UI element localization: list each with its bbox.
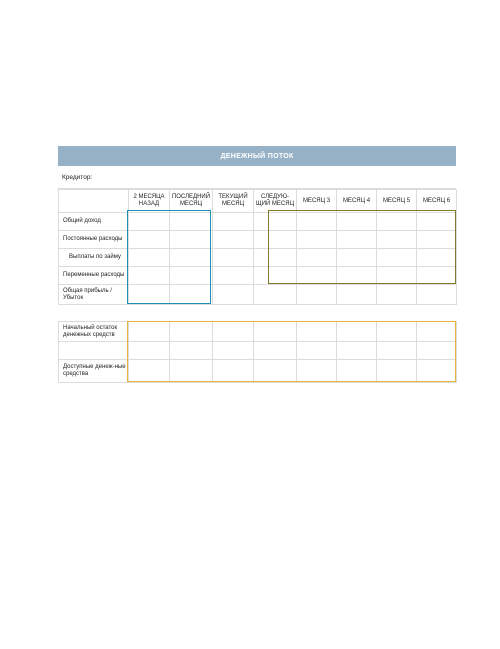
table-cell[interactable] [129, 231, 170, 249]
table-cell[interactable] [297, 285, 337, 305]
table-cell[interactable] [337, 322, 377, 342]
cash-flow-table [58, 189, 457, 383]
table-cell[interactable] [170, 249, 213, 267]
table-cell[interactable] [129, 342, 170, 360]
table-cell[interactable] [377, 285, 417, 305]
row-label-variable-expenses: Переменные расходы [59, 267, 129, 285]
table-cell[interactable] [170, 342, 213, 360]
table-cell[interactable] [337, 213, 377, 231]
table-row [59, 360, 457, 383]
row-label-fixed-expenses: Постоянные расходы [59, 231, 129, 249]
lender-label: Кредитор: [62, 173, 93, 181]
spacer-row [59, 305, 457, 322]
col-header: МЕСЯЦ 5 [377, 190, 417, 213]
table-cell[interactable] [129, 285, 170, 305]
table-cell[interactable] [417, 249, 457, 267]
table-cell[interactable] [213, 342, 254, 360]
table-cell[interactable] [129, 322, 170, 342]
col-header: 2 МЕСЯЦА НАЗАД [129, 190, 170, 213]
row-label-total-income: Общий доход [59, 213, 129, 231]
table-row [59, 249, 457, 267]
table-cell[interactable] [297, 213, 337, 231]
table-cell[interactable] [213, 285, 254, 305]
lender-field[interactable] [58, 166, 456, 189]
table-cell[interactable] [297, 342, 337, 360]
table-cell[interactable] [417, 267, 457, 285]
spacer-cell [59, 305, 129, 322]
table-cell[interactable] [377, 342, 417, 360]
table-row [59, 285, 457, 305]
table-cell[interactable] [297, 231, 337, 249]
header-corner [59, 190, 129, 213]
table-cell[interactable] [377, 231, 417, 249]
table-row [59, 322, 457, 342]
table-cell[interactable] [297, 322, 337, 342]
table-cell[interactable] [337, 285, 377, 305]
spacer-cell [213, 305, 254, 322]
table-cell[interactable] [337, 342, 377, 360]
col-header: ТЕКУЩИЙ МЕСЯЦ [213, 190, 254, 213]
cash-flow-sheet [58, 146, 456, 383]
table-cell[interactable] [170, 360, 213, 383]
table-cell[interactable] [254, 213, 297, 231]
table-cell[interactable] [297, 249, 337, 267]
table-cell[interactable] [254, 231, 297, 249]
table-cell[interactable] [170, 231, 213, 249]
table-cell[interactable] [417, 342, 457, 360]
row-label-opening-balance: Начальный остаток денежных средств [59, 322, 129, 342]
table-cell[interactable] [417, 213, 457, 231]
table-cell[interactable] [337, 231, 377, 249]
table-cell[interactable] [170, 322, 213, 342]
header-row [59, 190, 457, 213]
col-header: МЕСЯЦ 6 [417, 190, 457, 213]
table-cell[interactable] [417, 231, 457, 249]
table-cell[interactable] [297, 267, 337, 285]
table-cell[interactable] [170, 267, 213, 285]
col-header: МЕСЯЦ 4 [337, 190, 377, 213]
spacer-cell [297, 305, 337, 322]
table-cell[interactable] [417, 322, 457, 342]
row-label-available-cash: Доступные денеж-ные средства [59, 360, 129, 383]
row-label-loan-payments: Выплаты по займу [59, 249, 129, 267]
table-cell[interactable] [337, 267, 377, 285]
table-cell[interactable] [213, 322, 254, 342]
table-row [59, 213, 457, 231]
col-header: МЕСЯЦ 3 [297, 190, 337, 213]
sheet-title: ДЕНЕЖНЫЙ ПОТОК [58, 146, 456, 166]
table-cell[interactable] [377, 360, 417, 383]
table-cell[interactable] [297, 360, 337, 383]
col-header: СЛЕДУЮ-ЩИЙ МЕСЯЦ [254, 190, 297, 213]
table-cell[interactable] [254, 360, 297, 383]
spacer-cell [129, 305, 170, 322]
spacer-cell [337, 305, 377, 322]
table-cell[interactable] [213, 213, 254, 231]
table-cell[interactable] [213, 231, 254, 249]
table-cell[interactable] [213, 360, 254, 383]
table-cell[interactable] [254, 322, 297, 342]
table-row [59, 231, 457, 249]
table-cell[interactable] [129, 267, 170, 285]
table-cell[interactable] [377, 322, 417, 342]
table-cell[interactable] [377, 213, 417, 231]
table-cell[interactable] [213, 249, 254, 267]
table-cell[interactable] [377, 249, 417, 267]
table-cell[interactable] [377, 267, 417, 285]
table-cell[interactable] [213, 267, 254, 285]
table-cell[interactable] [417, 360, 457, 383]
spacer-cell [254, 305, 297, 322]
table-cell[interactable] [254, 249, 297, 267]
table-cell[interactable] [254, 342, 297, 360]
spacer-cell [377, 305, 417, 322]
table-row [59, 342, 457, 360]
table-cell[interactable] [337, 249, 377, 267]
spacer-cell [170, 305, 213, 322]
row-label-profit-loss: Общая прибыль / Убыток [59, 285, 129, 305]
row-label-blank [59, 342, 129, 360]
spacer-cell [417, 305, 457, 322]
table-cell[interactable] [417, 285, 457, 305]
table-row [59, 267, 457, 285]
table-cell[interactable] [129, 249, 170, 267]
table-cell[interactable] [129, 213, 170, 231]
table-cell[interactable] [170, 285, 213, 305]
col-header: ПОСЛЕДНИЙ МЕСЯЦ [170, 190, 213, 213]
table-cell[interactable] [129, 360, 170, 383]
table-cell[interactable] [254, 285, 297, 305]
table-cell[interactable] [337, 360, 377, 383]
table-cell[interactable] [254, 267, 297, 285]
table-cell[interactable] [170, 213, 213, 231]
